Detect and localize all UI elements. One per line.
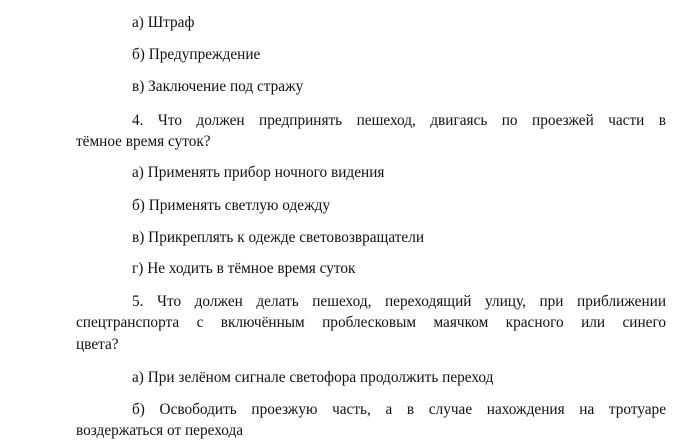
q5-question-line2: спецтранспорта с включённым проблесковым маячком красного или синего [76, 314, 666, 331]
q4-question-line2: тёмное время суток? [76, 133, 211, 150]
q4-option-b: б) Применять светлую одежду [132, 197, 331, 214]
q4-question-line1: 4. Что должен предпринять пешеход, двигаясь по проезжей части в [132, 112, 666, 129]
q4-option-d: г) Не ходить в тёмное время суток [132, 260, 356, 277]
q5-option-a: а) При зелёном сигнале светофора продолжить переход [132, 369, 494, 386]
q5-option-b-line1: б) Освободить проезжую часть, а в случае нахождения на тротуаре [132, 401, 666, 418]
q3-option-a: а) Штраф [132, 14, 195, 31]
q4-option-c: в) Прикреплять к одежде световозвращатели [132, 229, 425, 246]
q5-question-line1: 5. Что должен делать пешеход, переходящий улицу, при приближении [132, 293, 666, 310]
q3-option-b: б) Предупреждение [132, 46, 261, 63]
q5-question-line3: цвета? [76, 336, 119, 353]
q3-option-c: в) Заключение под стражу [132, 78, 304, 95]
q5-option-b-line2: воздержаться от перехода [76, 422, 244, 439]
q4-option-a: а) Применять прибор ночного видения [132, 164, 385, 181]
